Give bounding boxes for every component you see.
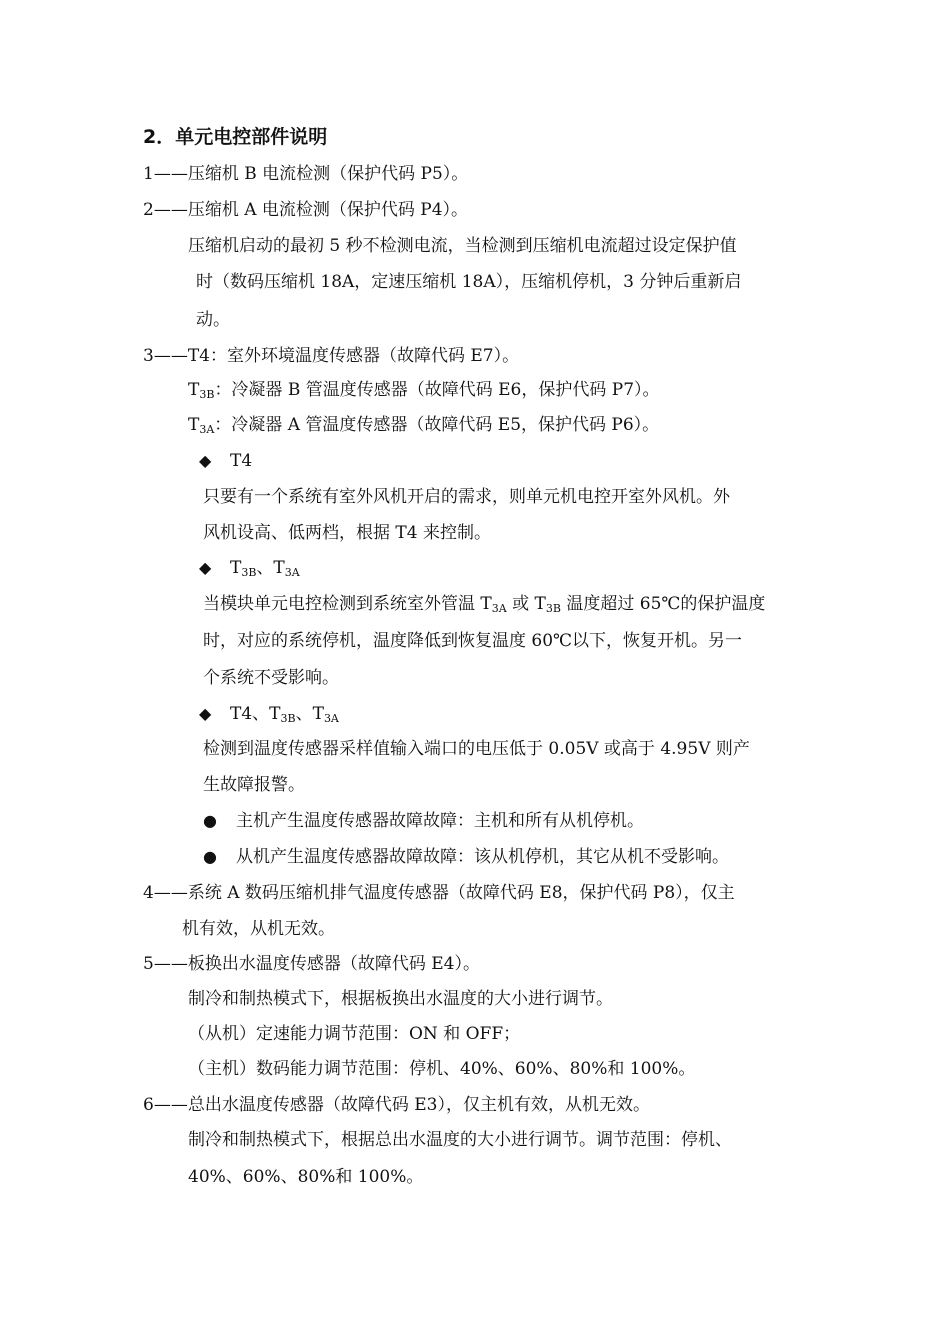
item-5-plate-outlet-sensor: 5——板换出水温度传感器（故障代码 E4）。 bbox=[143, 954, 480, 974]
item-3-t3a-sensor bbox=[188, 414, 659, 436]
diamond-bullet-icon: ◆ bbox=[199, 451, 212, 470]
text-c: 温度超过 65℃的保护温度 bbox=[560, 594, 766, 614]
heading-sub-3b: 3B bbox=[241, 566, 257, 579]
item-2-desc-line-3: 动。 bbox=[196, 310, 230, 330]
heading-sub-3a: 3A bbox=[284, 566, 300, 579]
t3a-text: ：冷凝器 A 管温度传感器（故障代码 E5，保护代码 P6）。 bbox=[214, 415, 660, 435]
dot-bullet-icon: ● bbox=[203, 811, 217, 830]
heading-sub-3a: 3A bbox=[323, 712, 339, 725]
heading-sub-3b: 3B bbox=[280, 712, 296, 725]
heading-t: T bbox=[230, 558, 242, 578]
item-3-t3b-sensor bbox=[188, 379, 660, 401]
t3a-subscript: 3A bbox=[199, 423, 215, 436]
bullet-all-sensors-heading bbox=[230, 703, 339, 725]
bullet-t4-heading: T4 bbox=[230, 451, 253, 471]
item-6-total-outlet-sensor: 6——总出水温度传感器（故障代码 E3），仅主机有效，从机无效。 bbox=[143, 1095, 650, 1115]
bullet-t4-line-2: 风机设高、低两档，根据 T4 来控制。 bbox=[203, 523, 491, 543]
slave-fault-note: 从机产生温度传感器故障故障：该从机停机，其它从机不受影响。 bbox=[236, 847, 729, 867]
bullet-t3-line-3: 个系统不受影响。 bbox=[203, 668, 339, 688]
item-3-t4-sensor: 3——T4：室外环境温度传感器（故障代码 E7）。 bbox=[143, 346, 520, 366]
section-title: 2．单元电控部件说明 bbox=[143, 126, 328, 148]
bullet-t3-line-1 bbox=[203, 593, 765, 615]
diamond-bullet-icon: ◆ bbox=[199, 704, 212, 723]
heading-sep: 、T bbox=[256, 558, 285, 578]
text-b: 或 T bbox=[506, 594, 546, 614]
dot-bullet-icon: ● bbox=[203, 847, 217, 866]
item-6-line-1: 制冷和制热模式下，根据总出水温度的大小进行调节。调节范围：停机、 bbox=[188, 1130, 732, 1150]
bullet-all-sensors-line-2: 生故障报警。 bbox=[203, 775, 305, 795]
heading-b: 、T bbox=[295, 704, 324, 724]
item-1-compressor-b-current: 1——压缩机 B 电流检测（保护代码 P5）。 bbox=[143, 164, 469, 184]
item-2-compressor-a-current: 2——压缩机 A 电流检测（保护代码 P4）。 bbox=[143, 200, 469, 220]
master-fault-note: 主机产生温度传感器故障故障：主机和所有从机停机。 bbox=[236, 811, 644, 831]
bullet-t3-line-2: 时，对应的系统停机，温度降低到恢复温度 60℃以下，恢复开机。另一 bbox=[203, 631, 743, 651]
item-2-desc-line-1: 压缩机启动的最初 5 秒不检测电流，当检测到压缩机电流超过设定保护值 bbox=[188, 236, 737, 256]
t3b-subscript: 3B bbox=[199, 388, 215, 401]
item-5-line-1: 制冷和制热模式下，根据板换出水温度的大小进行调节。 bbox=[188, 989, 613, 1009]
t3b-text: ：冷凝器 B 管温度传感器（故障代码 E6，保护代码 P7）。 bbox=[214, 380, 660, 400]
item-4-line-1: 4——系统 A 数码压缩机排气温度传感器（故障代码 E8，保护代码 P8），仅主 bbox=[143, 883, 735, 903]
bullet-t4-line-1: 只要有一个系统有室外风机开启的需求，则单元机电控开室外风机。外 bbox=[203, 487, 730, 507]
item-2-desc-line-2: 时（数码压缩机 18A，定速压缩机 18A），压缩机停机，3 分钟后重新启 bbox=[196, 272, 742, 292]
sub-3a: 3A bbox=[491, 602, 507, 615]
text-a: 当模块单元电控检测到系统室外管温 T bbox=[203, 594, 492, 614]
t3b-symbol: T bbox=[188, 380, 200, 400]
heading-a: T4、T bbox=[230, 704, 281, 724]
bullet-t3b-t3a-heading bbox=[230, 557, 300, 579]
sub-3b: 3B bbox=[545, 602, 561, 615]
item-5-line-2: （从机）定速能力调节范围：ON 和 OFF； bbox=[188, 1024, 521, 1044]
diamond-bullet-icon: ◆ bbox=[199, 558, 212, 577]
bullet-all-sensors-line-1: 检测到温度传感器采样值输入端口的电压低于 0.05V 或高于 4.95V 则产 bbox=[203, 739, 750, 759]
item-5-line-3: （主机）数码能力调节范围：停机、40%、60%、80%和 100%。 bbox=[188, 1059, 696, 1079]
item-4-line-2: 机有效，从机无效。 bbox=[182, 919, 335, 939]
item-6-line-2: 40%、60%、80%和 100%。 bbox=[188, 1167, 424, 1187]
t3a-symbol: T bbox=[188, 415, 200, 435]
